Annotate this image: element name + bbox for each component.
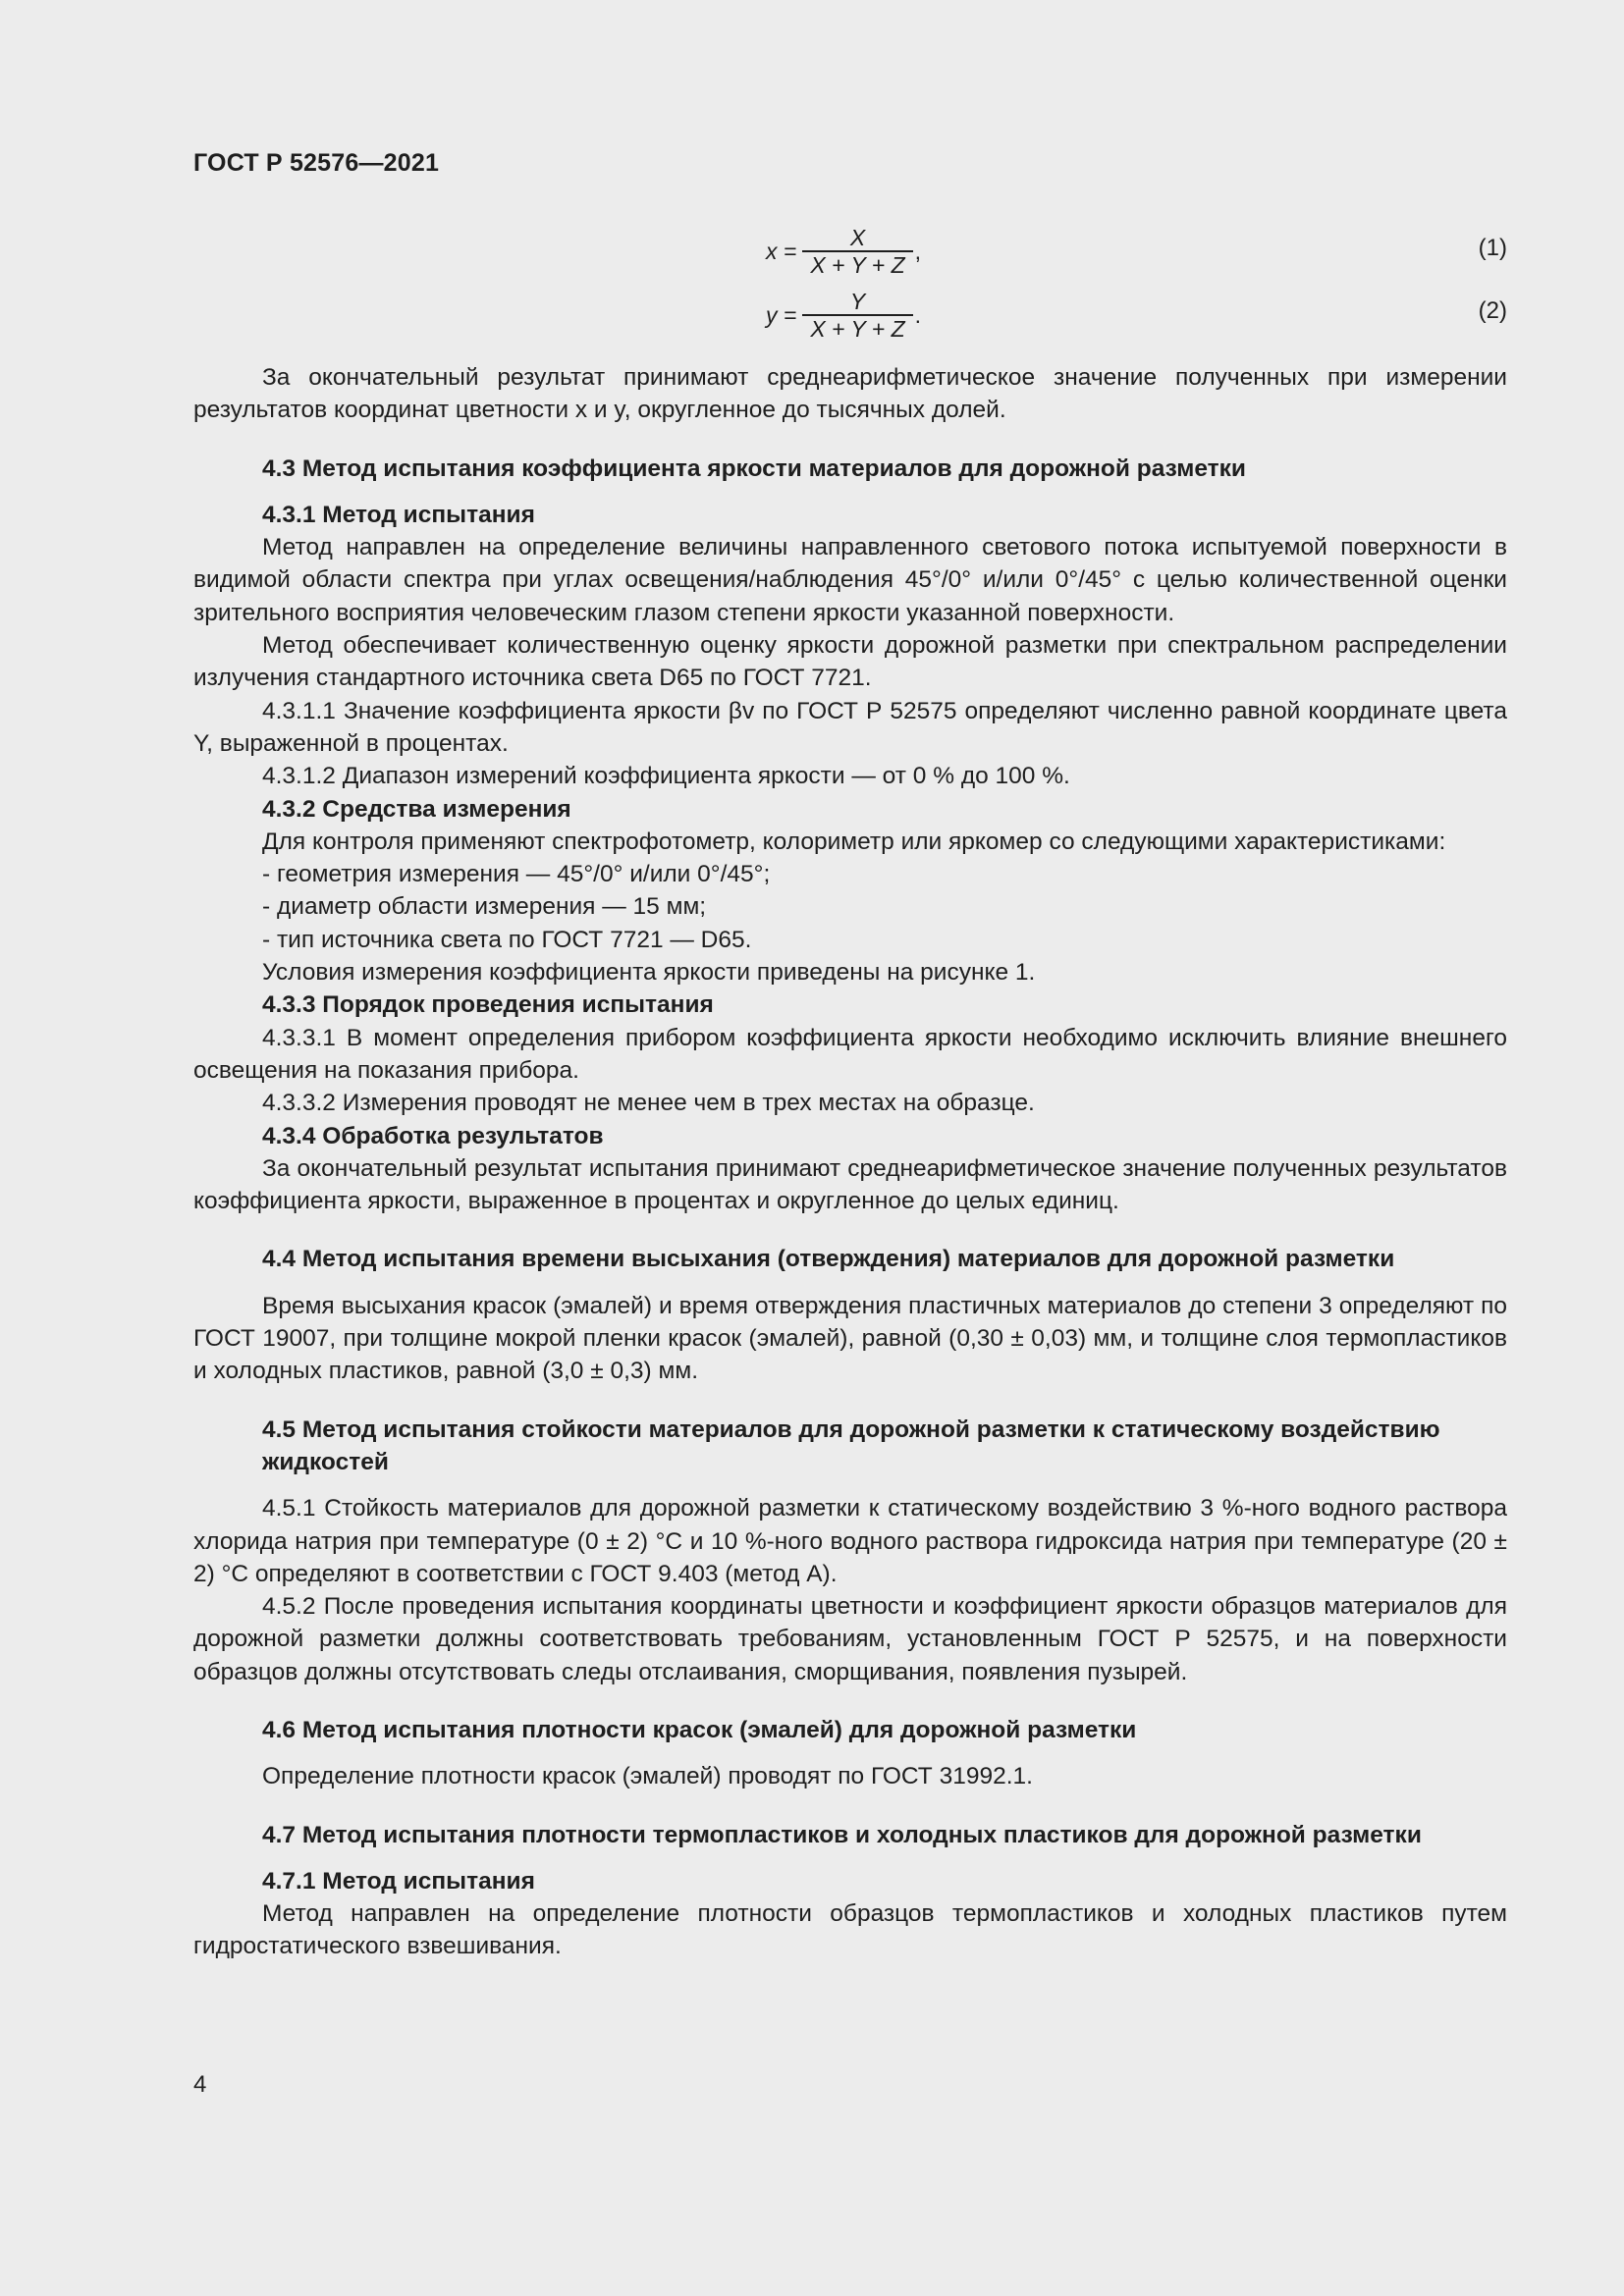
formula-2 bbox=[766, 286, 921, 345]
paragraph-4-3-1-2: 4.3.1.2 Диапазон измерений коэффициента яркости — от 0 % до 100 %. bbox=[262, 763, 1070, 790]
body-text bbox=[193, 361, 1507, 1963]
list-item: - тип источника света по ГОСТ 7721 — D65. bbox=[262, 926, 752, 953]
paragraph-4-3-1-1: 4.3.1.1 Значение коэффициента яркости βv по ГОСТ Р 52575 определяют численно равной координате цвета Y, выраженной в процентах. bbox=[193, 697, 1507, 757]
paragraph-4-3-2-a: Для контроля применяют спектрофотометр, колориметр или яркомер со следующими характеристиками: bbox=[262, 828, 1446, 855]
paragraph-4-3-3-1: 4.3.3.1 В момент определения прибором коэффициента яркости необходимо исключить влияние внешнего освещения на показания прибора. bbox=[193, 1024, 1507, 1084]
section-4-3-heading: 4.3 Метод испытания коэффициента яркости материалов для дорожной разметки bbox=[262, 454, 1246, 482]
document-header: ГОСТ Р 52576—2021 bbox=[193, 149, 440, 177]
formula-2-punct: . bbox=[914, 301, 922, 328]
formula-1-denominator: X + Y + Z bbox=[802, 250, 912, 278]
paragraph-4-3-3-2: 4.3.3.2 Измерения проводят не менее чем в трех местах на образце. bbox=[262, 1090, 1035, 1117]
formula-1 bbox=[766, 222, 921, 281]
paragraph-4-3-2-b: Условия измерения коэффициента яркости приведены на рисунке 1. bbox=[262, 959, 1036, 987]
paragraph-4-3-1-a: Метод направлен на определение величины направленного светового потока испытуемой поверхности в видимой области спектра при углах освещения/наблюдения 45°/0° и/или 0°/45° с целью количественной оценки зрительного восприятия человеческим глазом степени яркости указанной поверхности. bbox=[193, 534, 1507, 626]
section-4-3-1-heading: 4.3.1 Метод испытания bbox=[262, 501, 535, 528]
section-4-3-4-heading: 4.3.4 Обработка результатов bbox=[262, 1122, 604, 1149]
paragraph-final-result: За окончательный результат принимают среднеарифметическое значение полученных при измерении результатов координат цветности x и y, округленное до тысячных долей. bbox=[193, 364, 1507, 424]
section-4-6-heading: 4.6 Метод испытания плотности красок (эмалей) для дорожной разметки bbox=[262, 1716, 1137, 1743]
section-4-3-3-heading: 4.3.3 Порядок проведения испытания bbox=[262, 991, 714, 1019]
section-4-7-heading: 4.7 Метод испытания плотности термопластиков и холодных пластиков для дорожной разметки bbox=[262, 1821, 1422, 1848]
paragraph-4-7-1: Метод направлен на определение плотности образцов термопластиков и холодных пластиков путем гидростатического взвешивания. bbox=[193, 1900, 1507, 1960]
formula-1-fraction bbox=[802, 225, 912, 278]
formula-2-fraction bbox=[802, 289, 912, 342]
formula-2-number: (2) bbox=[1478, 297, 1507, 324]
formula-2-lhs: y = bbox=[766, 301, 797, 328]
paragraph-4-5-2: 4.5.2 После проведения испытания координаты цветности и коэффициент яркости образцов материалов для дорожной разметки должны соответствовать требованиям, установленным ГОСТ Р 52575, и на поверхности образцов должны отсутствовать следы отслаивания, сморщивания, появления пузырей. bbox=[193, 1593, 1507, 1685]
list-item: - геометрия измерения — 45°/0° и/или 0°/45°; bbox=[262, 861, 771, 888]
formula-1-number: (1) bbox=[1478, 235, 1507, 261]
formula-1-punct: , bbox=[914, 238, 922, 264]
formula-2-numerator: Y bbox=[849, 289, 866, 314]
paragraph-4-6: Определение плотности красок (эмалей) проводят по ГОСТ 31992.1. bbox=[262, 1763, 1033, 1790]
formula-1-lhs: x = bbox=[766, 238, 797, 264]
paragraph-4-4: Время высыхания красок (эмалей) и время отверждения пластичных материалов до степени 3 определяют по ГОСТ 19007, при толщине мокрой пленки красок (эмалей), равной (0,30 ± 0,03) мм, и толщине слоя термопластиков и холодных пластиков, равной (3,0 ± 0,3) мм. bbox=[193, 1292, 1507, 1385]
paragraph-4-5-1: 4.5.1 Стойкость материалов для дорожной разметки к статическому воздействию 3 %-ного водного раствора хлорида натрия при температуре (0 ± 2) °С и 10 %-ного водного раствора гидроксида натрия при температуре (20 ± 2) °С определяют в соответствии с ГОСТ 9.403 (метод А). bbox=[193, 1495, 1507, 1587]
formula-2-denominator: X + Y + Z bbox=[802, 314, 912, 342]
list-item: - диаметр области измерения — 15 мм; bbox=[262, 893, 707, 921]
page-number: 4 bbox=[193, 2071, 207, 2098]
section-4-4-heading: 4.4 Метод испытания времени высыхания (отверждения) материалов для дорожной разметки bbox=[262, 1246, 1395, 1273]
section-4-7-1-heading: 4.7.1 Метод испытания bbox=[262, 1867, 535, 1895]
section-4-5-heading: 4.5 Метод испытания стойкости материалов для дорожной разметки к статическому воздействию жидкостей bbox=[262, 1415, 1440, 1475]
section-4-3-2-heading: 4.3.2 Средства измерения bbox=[262, 795, 571, 823]
formula-1-numerator: X bbox=[849, 225, 866, 250]
paragraph-4-3-1-b: Метод обеспечивает количественную оценку яркости дорожной разметки при спектральном распределении излучения стандартного источника света D65 по ГОСТ 7721. bbox=[193, 632, 1507, 692]
paragraph-4-3-4: За окончательный результат испытания принимают среднеарифметическое значение полученных результатов коэффициента яркости, выраженное в процентах и округленное до целых единиц. bbox=[193, 1154, 1507, 1215]
